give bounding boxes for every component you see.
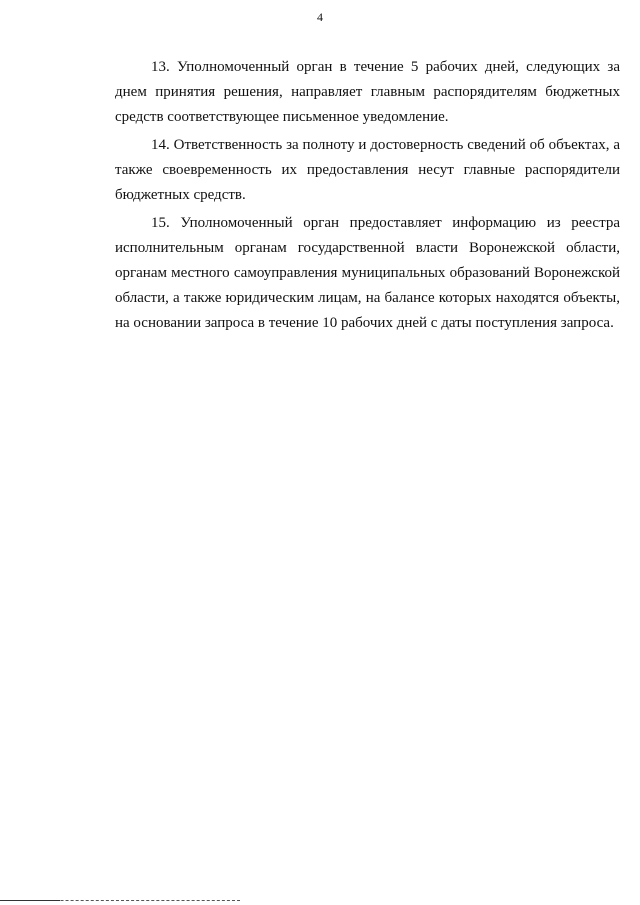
document-body: [115, 55, 620, 339]
paragraph-15: 15. Уполномоченный орган предоставляет информацию из реестра исполнительным органам государственной власти Воронежской области, органам местного самоуправления муниципальных образований Воронежской области, а также юридическим лицам, на балансе которых находятся объекты, на основании запроса в течение 10 рабочих дней с даты поступления запроса.: [115, 215, 620, 331]
paragraph-13: 13. Уполномоченный орган в течение 5 рабочих дней, следующих за днем принятия решения, направляет главным распорядителям бюджетных средств соответствующее письменное уведомление.: [115, 59, 620, 125]
page-number: 4: [317, 10, 323, 24]
paragraph-14: 14. Ответственность за полноту и достоверность сведений об объектах, а также своевременность их предоставления несут главные распорядители бюджетных средств.: [115, 137, 620, 203]
footer-divider-accent: [0, 900, 60, 901]
